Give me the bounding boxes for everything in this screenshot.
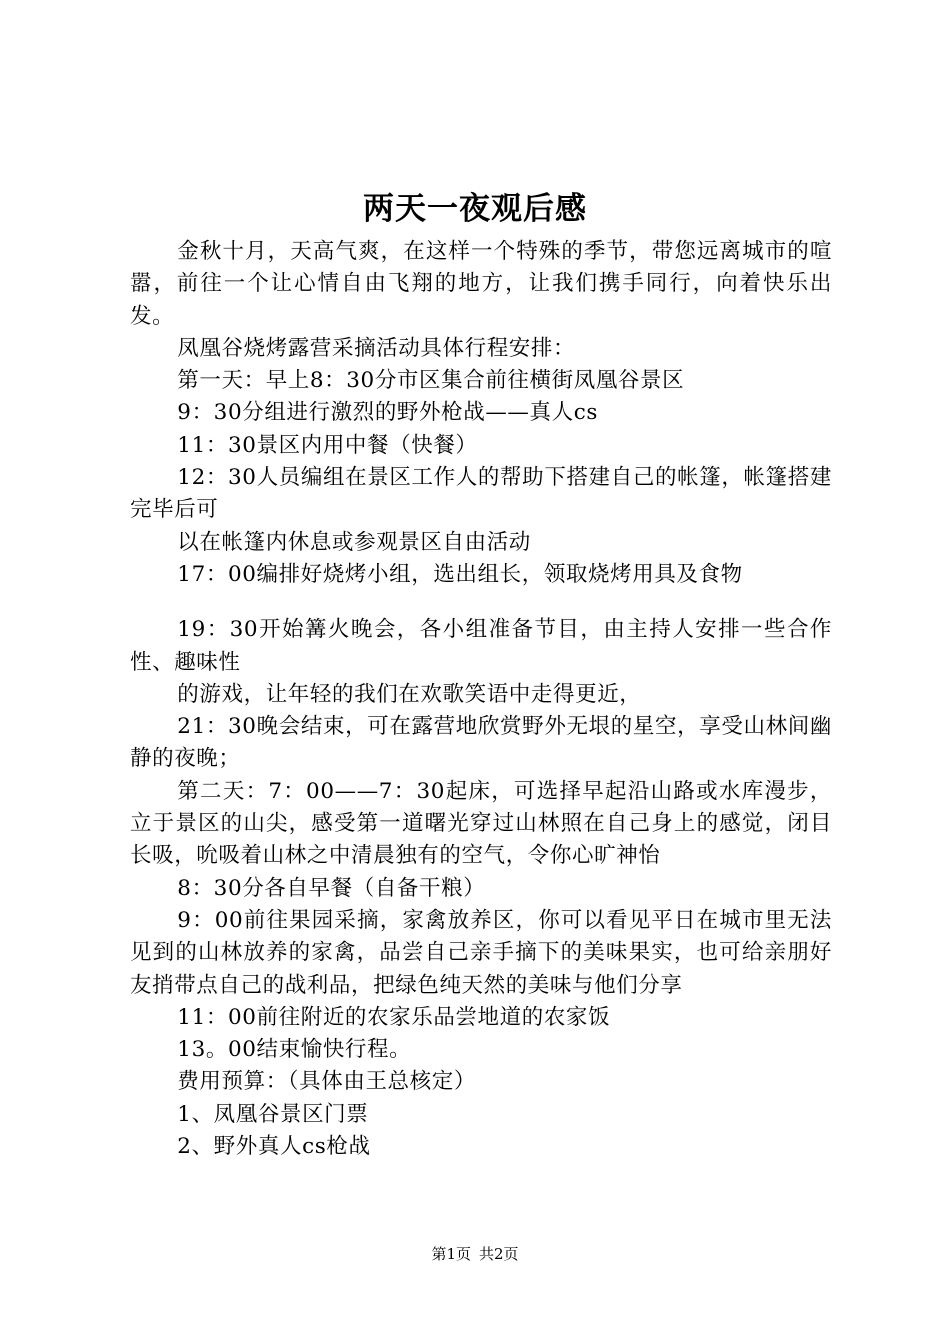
paragraph-day1-0830: 第一天：早上8：30分市区集合前往横街凤凰谷景区 (177, 368, 685, 394)
paragraph-budget-item-2: 2、野外真人cs枪战 (177, 1134, 371, 1160)
paragraph-budget-item-1: 1、凤凰谷景区门票 (177, 1101, 369, 1127)
paragraph-day2-0700: 第二天：7：00——7：30起床，可选择早起沿山路或水库漫步，立于景区的山尖，感受第一道曙光穿过山林照在自己身上的感觉，闭目长吸，吮吸着山林之中清晨独有的空气，令你心旷神怡 (130, 778, 832, 869)
paragraph-day2-1100: 11：00前往附近的农家乐品尝地道的农家饭 (177, 1004, 611, 1030)
paragraph-day1-1930: 19：30开始篝火晚会，各小组准备节目，由主持人安排一些合作性、趣味性 (130, 617, 832, 675)
paragraph-day2-1300: 13。00结束愉快行程。 (177, 1037, 412, 1063)
page-number: 第1页 (431, 1245, 471, 1263)
paragraph-day1-2130: 21：30晚会结束，可在露营地欣赏野外无垠的星空，享受山林间幽静的夜晚； (130, 714, 832, 772)
page-footer (0, 1243, 950, 1265)
paragraph-day1-1130: 11：30景区内用中餐（快餐） (177, 432, 478, 458)
paragraph-day2-0830: 8：30分各自早餐（自备干粮） (177, 875, 486, 901)
paragraph-day1-tent-rest: 以在帐篷内休息或参观景区自由活动 (177, 529, 531, 555)
paragraph-day1-games: 的游戏，让年轻的我们在欢歌笑语中走得更近， (177, 681, 642, 707)
document-title: 两天一夜观后感 (363, 191, 587, 227)
page-total: 共2页 (479, 1245, 519, 1263)
paragraph-day1-1700: 17：00编排好烧烤小组，选出组长，领取烧烤用具及食物 (177, 561, 743, 587)
paragraph-day2-0900: 9：00前往果园采摘，家禽放养区，你可以看见平日在城市里无法见到的山林放养的家禽，品尝自己亲手摘下的美味果实，也可给亲朋好友捎带点自己的战利品，把绿色纯天然的美味与他们分享 (130, 907, 832, 998)
paragraph-day1-1230: 12：30人员编组在景区工作人的帮助下搭建自己的帐篷，帐篷搭建完毕后可 (130, 465, 832, 523)
paragraph-intro: 金秋十月，天高气爽，在这样一个特殊的季节，带您远离城市的喧嚣，前往一个让心情自由飞翔的地方，让我们携手同行，向着快乐出发。 (130, 239, 832, 329)
document-body (130, 236, 832, 1163)
paragraph-day1-0930: 9：30分组进行激烈的野外枪战——真人cs (177, 400, 599, 426)
paragraph-budget-heading: 费用预算：（具体由王总核定） (177, 1069, 476, 1095)
paragraph-schedule-heading: 凤凰谷烧烤露营采摘活动具体行程安排： (177, 335, 576, 361)
